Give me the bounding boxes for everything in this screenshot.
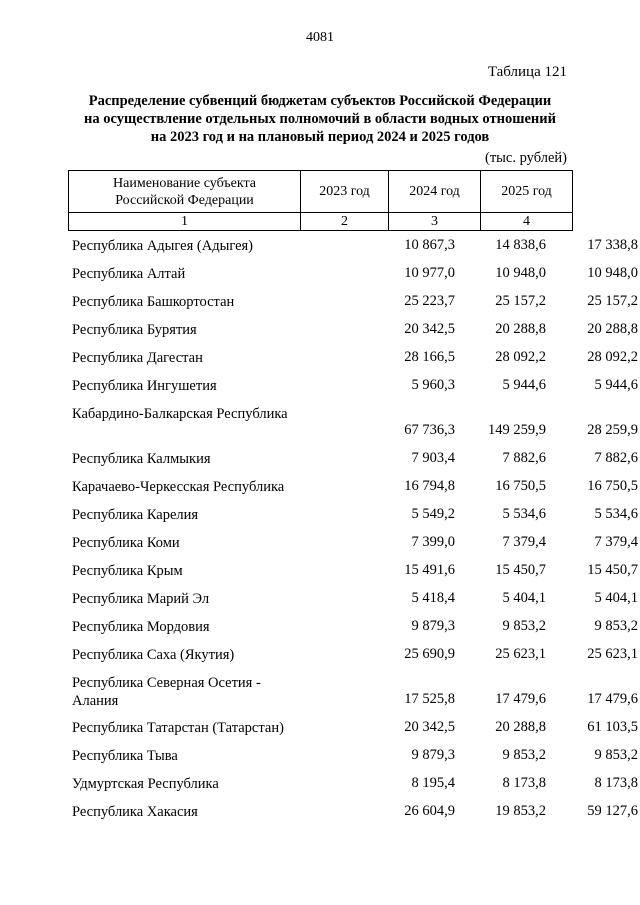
subject-name: Республика Ингушетия <box>72 378 217 394</box>
header-2025: 2025 год <box>481 171 573 213</box>
value-2025: 5 404,1 <box>594 590 638 606</box>
subject-name: Республика Хакасия <box>72 804 198 820</box>
value-2025: 25 157,2 <box>587 293 638 309</box>
table-row <box>68 500 638 528</box>
table-row <box>68 399 638 444</box>
table-title <box>50 92 590 146</box>
value-2025: 7 882,6 <box>594 450 638 466</box>
column-number-4: 4 <box>481 213 573 231</box>
table-row <box>68 584 638 612</box>
table-row <box>68 287 638 315</box>
value-2024: 149 259,9 <box>488 422 546 438</box>
column-number-1: 1 <box>69 213 301 231</box>
value-2024: 25 157,2 <box>495 293 546 309</box>
table-row <box>68 769 638 797</box>
table-row <box>68 444 638 472</box>
value-2023: 7 399,0 <box>411 534 455 550</box>
subject-name: Республика Калмыкия <box>72 451 211 467</box>
subject-name: Республика Крым <box>72 563 183 579</box>
value-2025: 25 623,1 <box>587 646 638 662</box>
title-line-3: на 2023 год и на плановый период 2024 и 2025 годов <box>150 129 490 145</box>
table-row <box>68 741 638 769</box>
table-row <box>68 612 638 640</box>
value-2023: 20 342,5 <box>404 321 455 337</box>
value-2025: 9 853,2 <box>594 747 638 763</box>
value-2024: 9 853,2 <box>502 747 546 763</box>
subject-name: Республика Карелия <box>72 507 199 523</box>
value-2023: 26 604,9 <box>404 803 455 819</box>
header-subject-name <box>69 171 301 213</box>
value-2025: 61 103,5 <box>587 719 638 735</box>
value-2025: 28 092,2 <box>587 349 638 365</box>
value-2024: 14 838,6 <box>495 237 546 253</box>
table-row <box>68 556 638 584</box>
table-row <box>68 371 638 399</box>
subject-name: Республика Татарстан (Татарстан) <box>72 720 284 736</box>
value-2024: 10 948,0 <box>495 265 546 281</box>
value-2024: 20 288,8 <box>495 321 546 337</box>
value-2023: 10 977,0 <box>404 265 455 281</box>
value-2024: 19 853,2 <box>495 803 546 819</box>
value-2024: 25 623,1 <box>495 646 546 662</box>
value-2025: 20 288,8 <box>587 321 638 337</box>
value-2023: 20 342,5 <box>404 719 455 735</box>
value-2025: 10 948,0 <box>587 265 638 281</box>
table-row <box>68 259 638 287</box>
header-subject-line-1: Наименование субъекта <box>113 175 256 191</box>
value-2023: 25 690,9 <box>404 646 455 662</box>
table-row <box>68 528 638 556</box>
value-2024: 7 882,6 <box>502 450 546 466</box>
value-2025: 17 479,6 <box>587 691 638 707</box>
value-2025: 16 750,5 <box>587 478 638 494</box>
column-number-2: 2 <box>301 213 389 231</box>
subject-name: Республика Марий Эл <box>72 591 210 607</box>
subject-name: Удмуртская Республика <box>72 776 219 792</box>
subject-name: Карачаево-Черкесская Республика <box>72 479 285 495</box>
column-number-3: 3 <box>389 213 481 231</box>
subject-name: Кабардино-Балкарская Республика <box>72 406 288 422</box>
value-2023: 8 195,4 <box>411 775 455 791</box>
table-label: Таблица 121 <box>487 64 567 80</box>
table-row <box>68 472 638 500</box>
value-2023: 9 879,3 <box>411 618 455 634</box>
value-2023: 5 549,2 <box>411 506 455 522</box>
table-body <box>68 231 638 825</box>
table-row <box>68 640 638 668</box>
value-2024: 7 379,4 <box>502 534 546 550</box>
value-2024: 9 853,2 <box>502 618 546 634</box>
table-row <box>68 668 638 713</box>
value-2023: 7 903,4 <box>411 450 455 466</box>
value-2023: 16 794,8 <box>404 478 455 494</box>
table-row <box>68 713 638 741</box>
value-2025: 8 173,8 <box>594 775 638 791</box>
value-2023: 15 491,6 <box>404 562 455 578</box>
value-2023: 17 525,8 <box>404 691 455 707</box>
value-2023: 67 736,3 <box>404 422 455 438</box>
subject-name: Республика Башкортостан <box>72 294 235 310</box>
value-2023: 5 418,4 <box>411 590 455 606</box>
value-2024: 8 173,8 <box>502 775 546 791</box>
page-number: 4081 <box>306 30 334 45</box>
value-2024: 16 750,5 <box>495 478 546 494</box>
value-2024: 28 092,2 <box>495 349 546 365</box>
subject-name: Республика Саха (Якутия) <box>72 647 235 663</box>
value-2024: 15 450,7 <box>495 562 546 578</box>
subject-name: Республика Дагестан <box>72 350 203 366</box>
units-label: (тыс. рублей) <box>485 150 567 166</box>
header-subject-line-2: Российской Федерации <box>115 192 254 208</box>
subject-name: Республика Бурятия <box>72 322 197 338</box>
value-2023: 5 960,3 <box>411 377 455 393</box>
value-2025: 17 338,8 <box>587 237 638 253</box>
value-2024: 5 944,6 <box>502 377 546 393</box>
table-row <box>68 797 638 825</box>
value-2025: 59 127,6 <box>587 803 638 819</box>
value-2025: 5 534,6 <box>594 506 638 522</box>
value-2025: 28 259,9 <box>587 422 638 438</box>
subject-name: Республика Адыгея (Адыгея) <box>72 238 254 254</box>
title-line-1: Распределение субвенций бюджетам субъектов Российской Федерации <box>88 93 552 109</box>
value-2025: 9 853,2 <box>594 618 638 634</box>
table-row <box>68 231 638 259</box>
header-2024: 2024 год <box>389 171 481 213</box>
value-2023: 25 223,7 <box>404 293 455 309</box>
title-line-2: на осуществление отдельных полномочий в области водных отношений <box>84 111 556 127</box>
value-2023: 28 166,5 <box>404 349 455 365</box>
subject-name: Республика Мордовия <box>72 619 210 635</box>
table-row <box>68 343 638 371</box>
value-2025: 7 379,4 <box>594 534 638 550</box>
value-2023: 9 879,3 <box>411 747 455 763</box>
table-header <box>68 170 573 231</box>
value-2023: 10 867,3 <box>404 237 455 253</box>
subject-name: Республика Тыва <box>72 748 178 764</box>
value-2024: 5 404,1 <box>502 590 546 606</box>
value-2024: 20 288,8 <box>495 719 546 735</box>
subject-name: Республика Северная Осетия - Алания <box>72 675 261 709</box>
value-2025: 5 944,6 <box>594 377 638 393</box>
value-2024: 5 534,6 <box>502 506 546 522</box>
subject-name: Республика Коми <box>72 535 180 551</box>
value-2024: 17 479,6 <box>495 691 546 707</box>
value-2025: 15 450,7 <box>587 562 638 578</box>
subject-name: Республика Алтай <box>72 266 186 282</box>
table-row <box>68 315 638 343</box>
header-2023: 2023 год <box>301 171 389 213</box>
